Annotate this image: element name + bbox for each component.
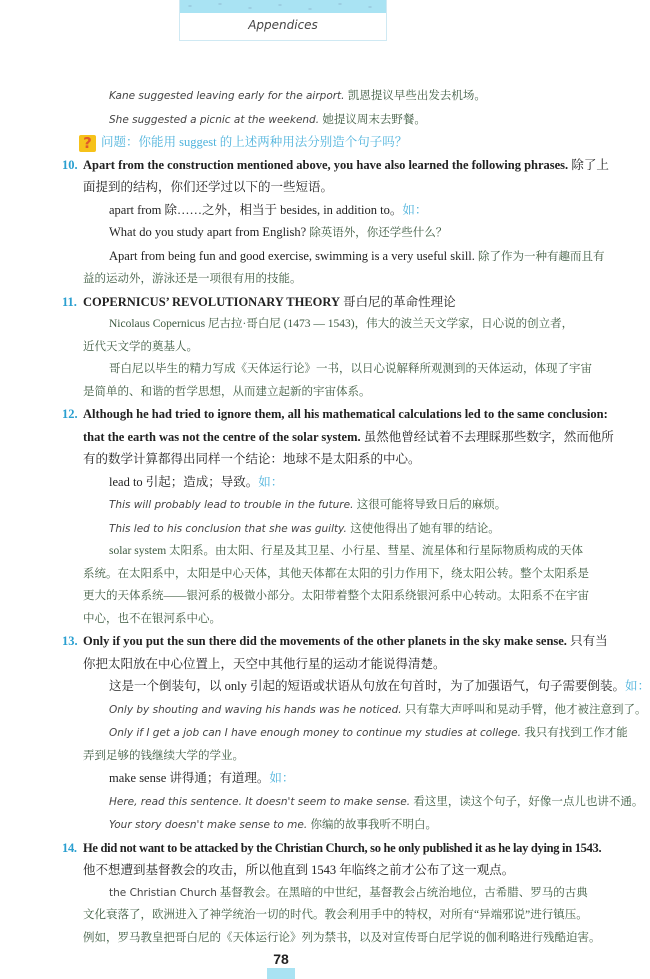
example-line: Only if I get a job can I have enough money to continue my studies at college. 我只有找到工作才能 [109, 725, 628, 739]
item-12-heading-cont: that the earth was not the centre of the solar system. 虽然他曾经试着不去理睬那些数字，然而他所 [83, 429, 614, 444]
definition: lead to 引起；造成；导致。如： [109, 474, 284, 489]
item-13-heading-cont: 你把太阳放在中心位置上，天空中其他行星的运动才能说得清楚。 [83, 656, 446, 671]
item-11-heading: 11. COPERNICUS’ REVOLUTIONARY THEORY 哥白尼的革命性理论 [62, 294, 456, 309]
paragraph: Nicolaus Copernicus 尼古拉·哥白尼 (1473 — 1543)，伟大的波兰天文学家，日心说的创立者， [109, 318, 574, 330]
example-cont: 弄到足够的钱继续大学的学业。 [83, 749, 244, 762]
question-icon: ? [79, 135, 96, 152]
item-12-heading-cont: 有的数学计算都得出同样一个结论：地球不是太阳系的中心。 [83, 452, 421, 466]
note-cont: 更大的天体系统——银河系的极微小部分。太阳带着整个太阳系绕银河系中心转动。太阳系不在宇宙 [83, 590, 589, 602]
question-prompt: ? 问题：你能用 suggest 的上述两种用法分别造个句子吗？ [62, 131, 642, 154]
example-line: This led to his conclusion that she was guilty. 这使他得出了她有罪的结论。 [109, 520, 500, 535]
item-12-heading: 12. Although he had tried to ignore them, all his mathematical calculations led to the same conclusion: [62, 407, 608, 421]
example-line: Here, read this sentence. It doesn't seem to make sense. 看这里，读这个句子，好像一点儿也讲不通。 [109, 793, 644, 808]
item-13-heading: 13. Only if you put the sun there did the movements of the other planets in the sky make sense. 只有当 [62, 634, 608, 648]
example-line: Only by shouting and waving his hands was he noticed. 只有靠大声呼叫和晃动手臂，他才被注意到了。 [109, 701, 647, 716]
example-line: She suggested a picnic at the weekend. 她提议周末去野餐。 [109, 111, 426, 126]
example-cont: 益的运动外，游泳还是一项很有用的技能。 [83, 273, 302, 285]
example-line: Apart from being fun and good exercise, swimming is a very useful skill. 除了作为一种有趣而且有 [109, 248, 605, 263]
header-decoration [180, 0, 386, 13]
item-10-heading-cont: 面提到的结构，你们还学过以下的一些短语。 [83, 180, 334, 194]
example-line: Kane suggested leaving early for the airport. 凯恩提议早些出发去机场。 [109, 88, 486, 102]
example-line: Your story doesn't make sense to me. 你编的故事我听不明白。 [109, 817, 438, 831]
note-cont: 文化衰落了，欧洲进入了神学统治一切的时代。教会利用手中的特权，对所有“异端邪说”进行镇压。 [83, 909, 588, 921]
running-header [179, 0, 387, 41]
definition: apart from 除……之外，相当于 besides, in addition to。如： [109, 202, 428, 217]
note-cont: 系统。在太阳系中，太阳是中心天体，其他天体都在太阳的引力作用下，绕太阳公转。整个太阳系是 [83, 567, 589, 580]
page-number: 78 [273, 951, 289, 967]
page-number-decoration [267, 968, 295, 979]
paragraph: 哥白尼以毕生的精力写成《天体运行论》一书，以日心说解释所观测到的天体运动，体现了宇宙 [109, 363, 592, 375]
note-cont: 中心，也不在银河系中心。 [83, 612, 221, 625]
example-line: This will probably lead to trouble in the future. 这很可能将导致日后的麻烦。 [109, 497, 507, 511]
note: the Christian Church 基督教会。在黑暗的中世纪，基督教会占统治地位，古希腊、罗马的古典 [109, 886, 588, 899]
item-14-heading: 14. He did not want to be attacked by the Christian Church, so he only published it as he lay dying in 1543. [62, 840, 602, 855]
note-cont: 例如，罗马教皇把哥白尼的《天体运行论》列为禁书，以及对宣传哥白尼学说的伽利略进行残酷迫害。 [83, 931, 601, 944]
page-content [62, 84, 650, 949]
paragraph-cont: 近代天文学的奠基人。 [83, 340, 198, 353]
note: solar system 太阳系。由太阳、行星及其卫星、小行星、彗星、流星体和行星际物质构成的天体 [109, 545, 584, 557]
definition: 这是一个倒装句，以 only 引起的短语或状语从句放在句首时，为了加强语气，句子需要倒装。如： [109, 679, 650, 693]
item-10-heading: 10. Apart from the construction mentioned above, you have also learned the following phrases. 除了上 [62, 157, 609, 172]
definition: make sense 讲得通；有道理。如： [109, 771, 295, 785]
header-title: Appendices [248, 18, 318, 32]
example-line: What do you study apart from English? 除英语外，你还学些什么？ [109, 225, 448, 239]
item-14-heading-cont: 他不想遭到基督教会的攻击，所以他直到 1543 年临终之前才公布了这一观点。 [83, 863, 515, 877]
paragraph-cont: 是简单的、和谐的哲学思想，从而建立起新的宇宙体系。 [83, 385, 371, 398]
